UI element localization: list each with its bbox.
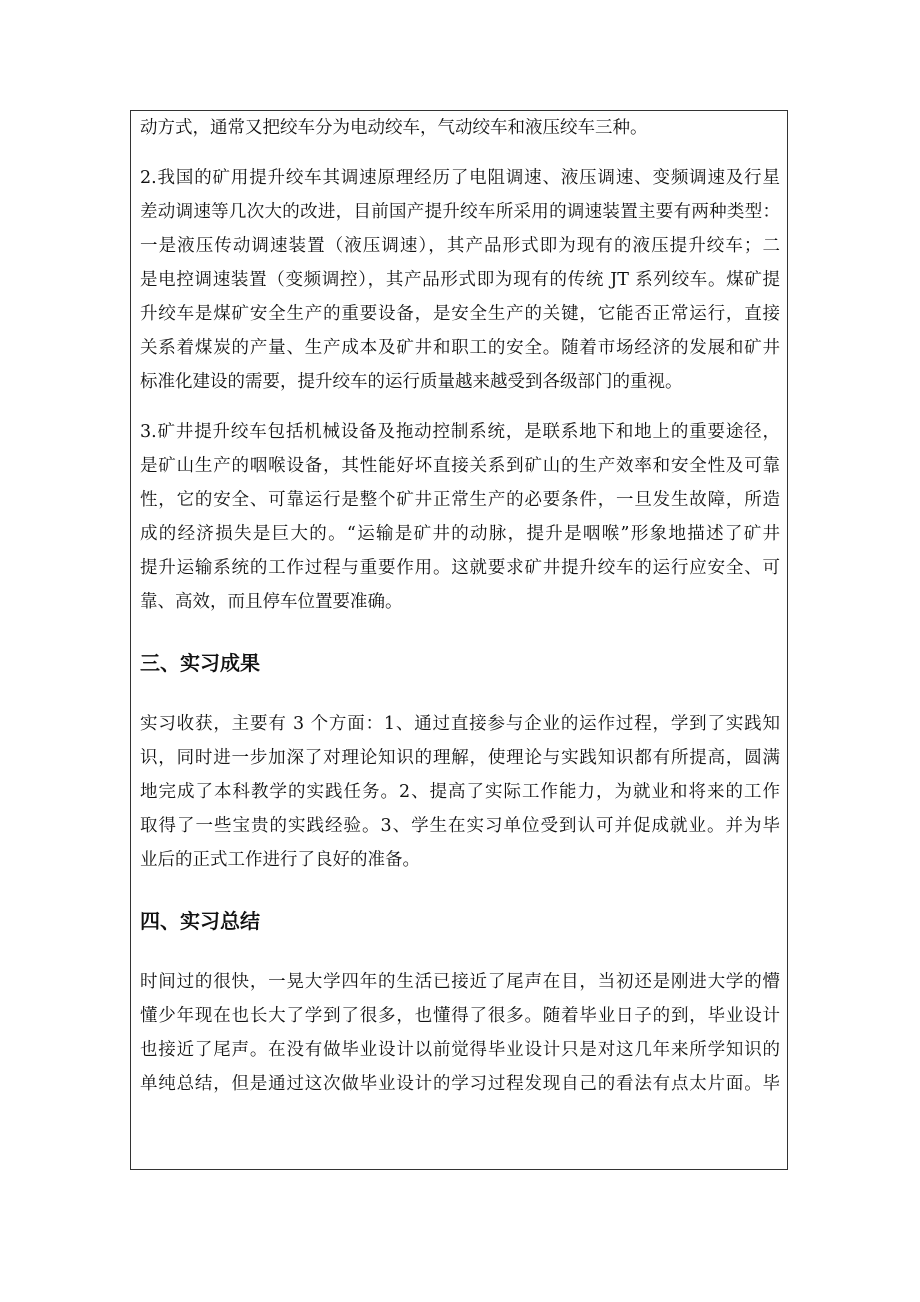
paragraph-line: 一是液压传动调速装置（液压调速），其产品形式即为现有的液压提升绞车；二 — [140, 236, 780, 256]
paragraph-line: 升绞车是煤矿安全生产的重要设备，是安全生产的关键，它能否正常运行，直接 — [140, 304, 780, 324]
section-heading-summary: 四、实习总结 — [140, 909, 260, 933]
paragraph-line: 2.我国的矿用提升绞车其调速原理经历了电阻调速、液压调速、变频调速及行星 — [140, 168, 780, 188]
document-body — [140, 111, 780, 1101]
paragraph-line: 是矿山生产的咽喉设备，其性能好坏直接关系到矿山的生产效率和安全性及可靠 — [140, 456, 780, 476]
paragraph-line: 单纯总结，但是通过这次做毕业设计的学习过程发现自己的看法有点太片面。毕 — [140, 1074, 780, 1094]
paragraph-2 — [140, 161, 780, 399]
paragraph-line: 也接近了尾声。在没有做毕业设计以前觉得毕业设计只是对这几年来所学知识的 — [140, 1040, 780, 1060]
paragraph-line: 是电控调速装置（变频调控），其产品形式即为现有的传统 JT 系列绞车。煤矿提 — [140, 270, 780, 290]
paragraph-line: 关系着煤炭的产量、生产成本及矿井和职工的安全。随着市场经济的发展和矿井 — [140, 338, 780, 358]
paragraph-line: 差动调速等几次大的改进，目前国产提升绞车所采用的调速装置主要有两种类型： — [140, 202, 780, 222]
paragraph-line: 地完成了本科教学的实践任务。2、提高了实际工作能力，为就业和将来的工作 — [140, 782, 780, 802]
intro-line: 动方式，通常又把绞车分为电动绞车，气动绞车和液压绞车三种。 — [140, 118, 648, 138]
paragraph-line: 时间过的很快，一晃大学四年的生活已接近了尾声在目，当初还是刚进大学的懵 — [140, 972, 780, 992]
paragraph-gap — [140, 619, 780, 635]
paragraph-line: 成的经济损失是巨大的。“运输是矿井的动脉，提升是咽喉”形象地描述了矿井 — [140, 524, 780, 544]
paragraph-gap — [140, 949, 780, 965]
paragraph-gap — [140, 145, 780, 161]
paragraph-results — [140, 707, 780, 877]
paragraph-line: 性，它的安全、可靠运行是整个矿井正常生产的必要条件，一旦发生故障，所造 — [140, 490, 780, 510]
paragraph-gap — [140, 691, 780, 707]
paragraph-line: 业后的正式工作进行了良好的准备。 — [140, 850, 420, 870]
paragraph-line: 识，同时进一步加深了对理论知识的理解，使理论与实践知识都有所提高，圆满 — [140, 748, 780, 768]
paragraph-line: 3.矿井提升绞车包括机械设备及拖动控制系统，是联系地下和地上的重要途径， — [140, 422, 780, 442]
paragraph-line: 提升运输系统的工作过程与重要作用。这就要求矿井提升绞车的运行应安全、可 — [140, 558, 780, 578]
paragraph-line: 靠、高效，而且停车位置要准确。 — [140, 592, 403, 612]
section-heading-results: 三、实习成果 — [140, 651, 260, 675]
paragraph-line: 实习收获，主要有 3 个方面：1、通过直接参与企业的运作过程，学到了实践知 — [140, 714, 780, 734]
paragraph-line: 标准化建设的需要，提升绞车的运行质量越来越受到各级部门的重视。 — [140, 372, 683, 392]
paragraph-summary — [140, 965, 780, 1101]
paragraph-gap — [140, 877, 780, 893]
paragraph-3 — [140, 415, 780, 619]
paragraph-line: 懂少年现在也长大了学到了很多，也懂得了很多。随着毕业日子的到，毕业设计 — [140, 1006, 780, 1026]
paragraph-line: 取得了一些宝贵的实践经验。3、学生在实习单位受到认可并促成就业。并为毕 — [140, 816, 780, 836]
paragraph-gap — [140, 399, 780, 415]
